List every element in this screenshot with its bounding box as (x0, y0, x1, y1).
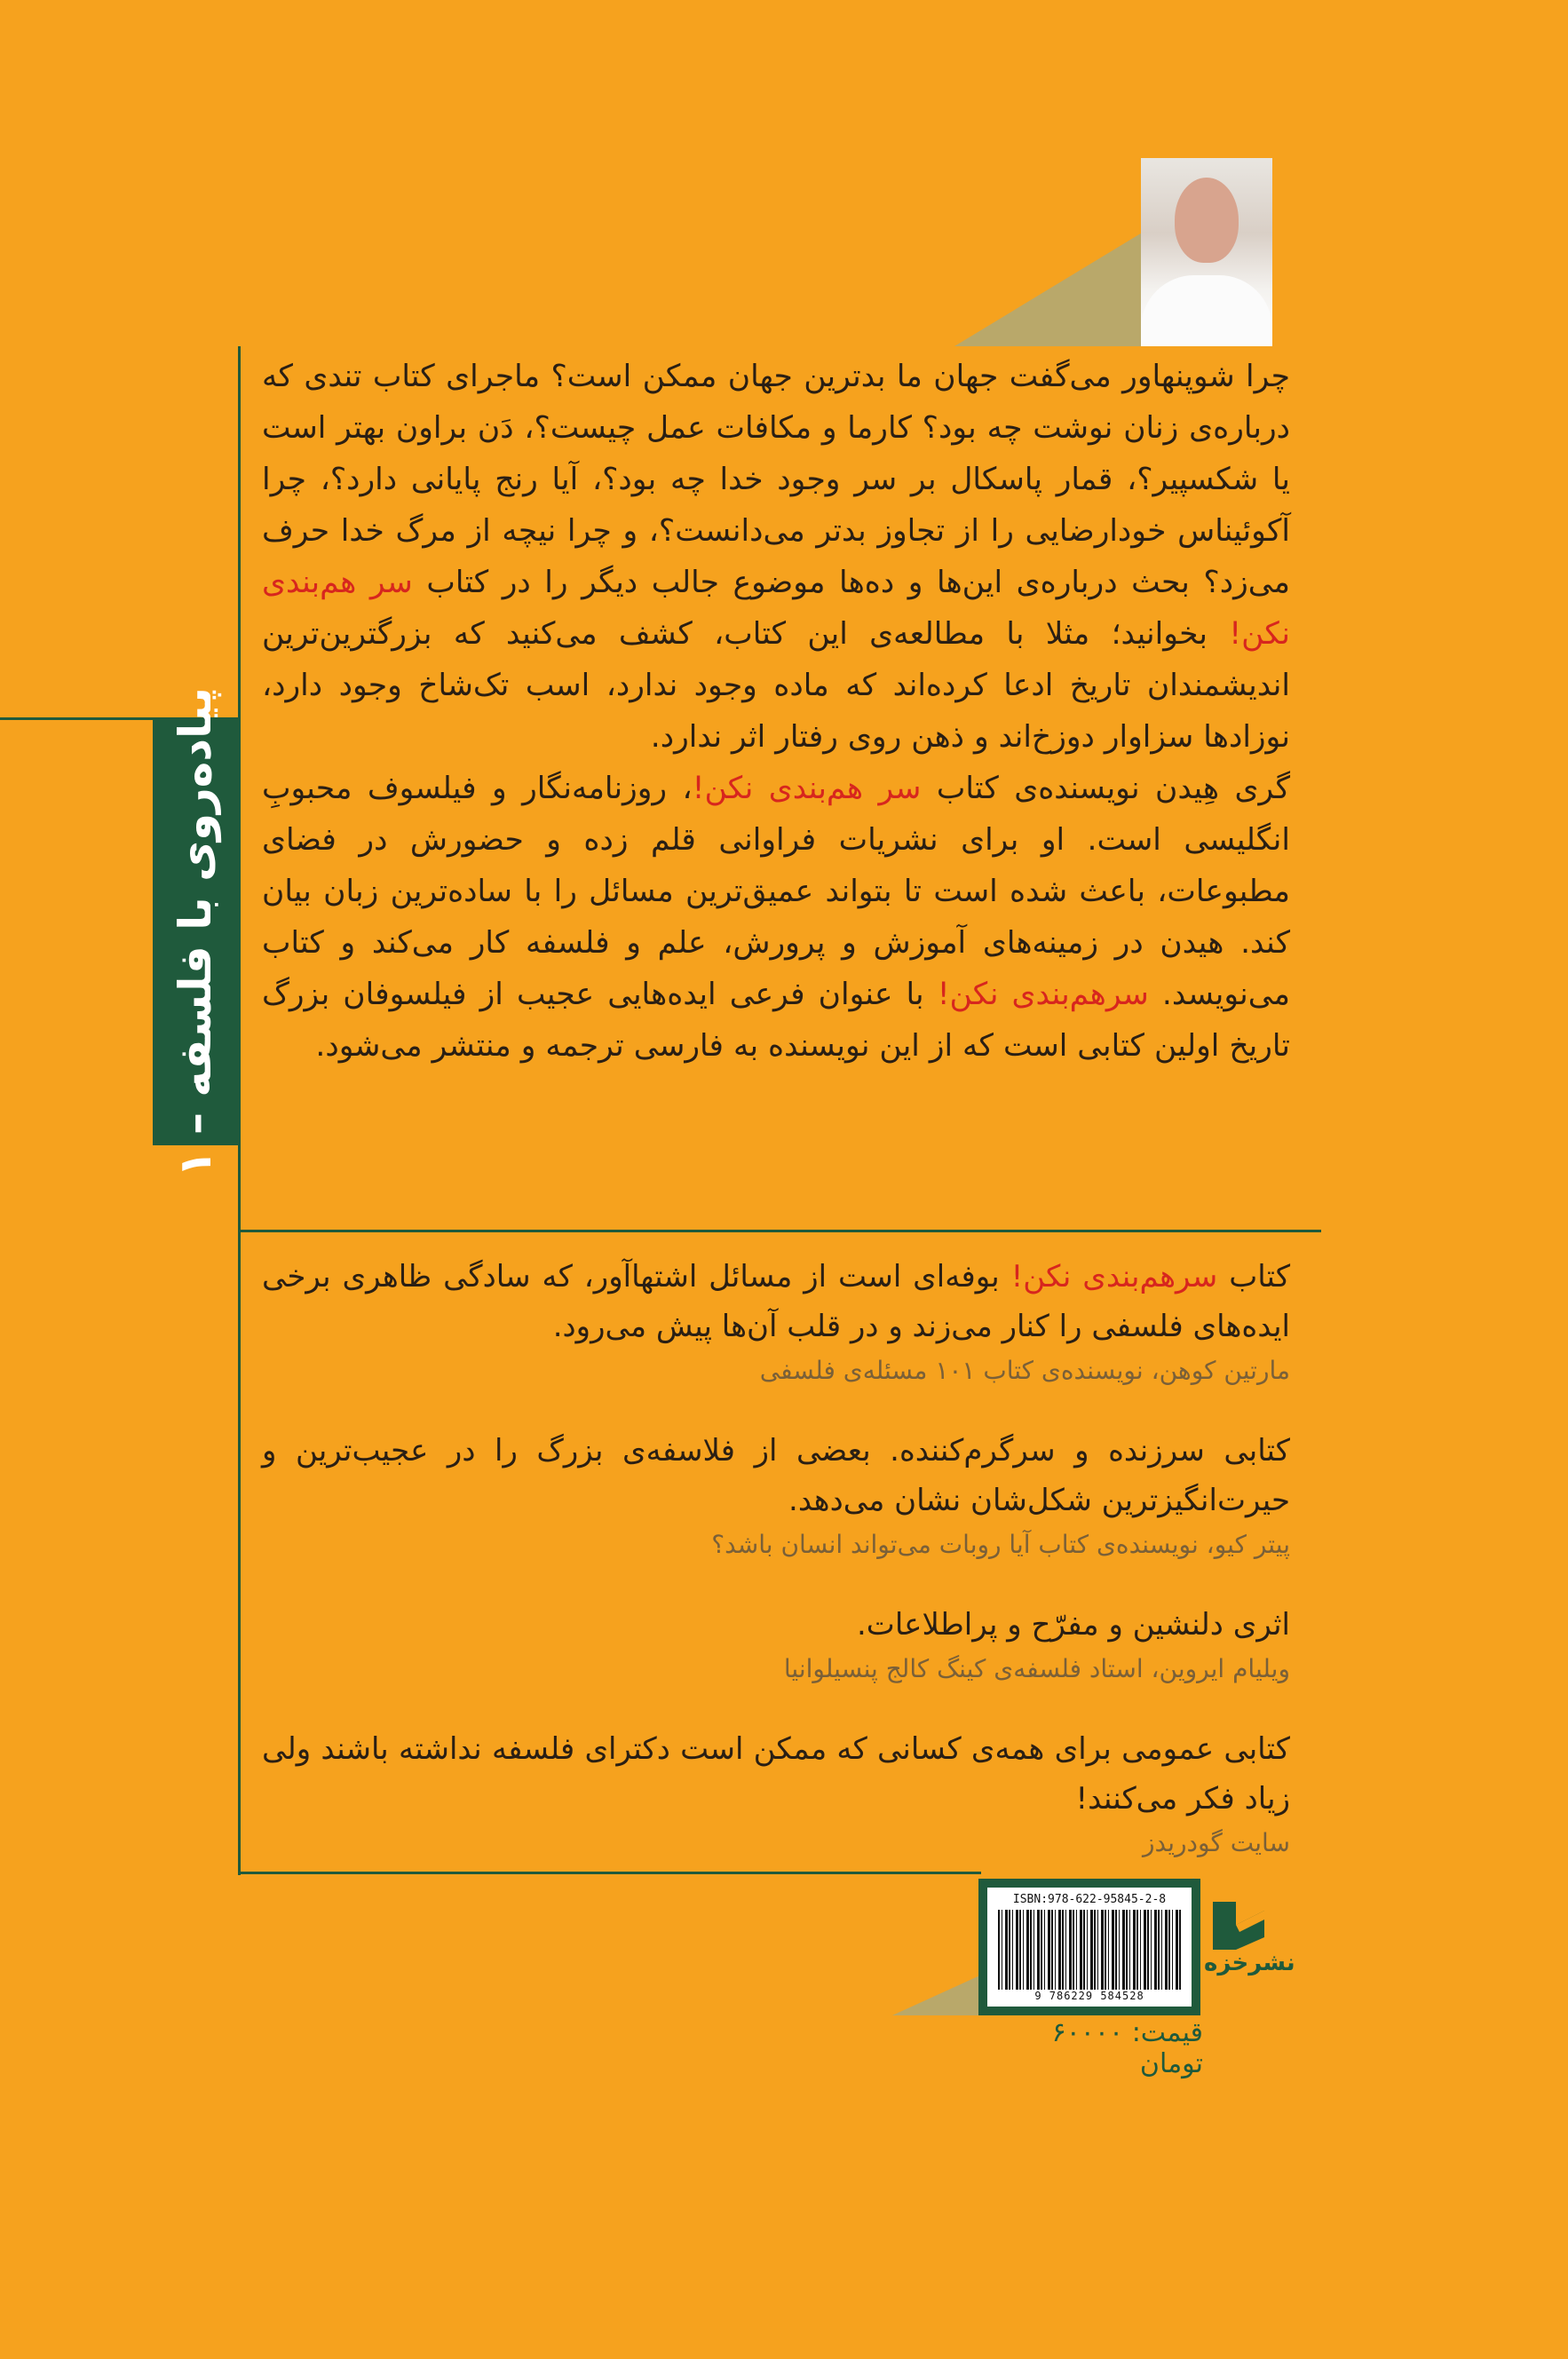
barcode-digits: 9 786229 584528 (1034, 1990, 1144, 2002)
barcode (987, 1888, 1192, 2007)
author-text: ، روزنامه‌نگار و فیلسوف محبوبِ انگلیسی است. او برای نشریات فراوانی قلم زده و حضورش در فضای مطبوعات، باعث شده است تا بتواند عمیق‌ترین مسائل را با ساده‌ترین زبان بیان کند. هیدن در زمینه‌های آموزش و پرورش، علم و فلسفه کار می‌کند و کتاب می‌نویسد. (262, 771, 1290, 1012)
quote-source: ویلیام ایروین، استاد فلسفه‌ی کینگ کالج پنسیلوانیا (783, 1654, 1290, 1683)
review-quote (262, 1426, 1290, 1564)
isbn-text: ISBN:978-622-95845-2-8 (1012, 1893, 1167, 1906)
description-text: چرا شوپنهاور می‌گفت جهان ما بدترین جهان ممکن است؟ ماجرای کتاب تندی که درباره‌ی زنان نوشت چه بود؟ کارما و مکافات عمل چیست؟، دَن براون بهتر است یا شکسپیر؟، قمار پاسکال بر سر وجود خدا چه بود؟، آیا رنج پایانی دارد؟، چرا آکوئیناس خودارضایی را از تجاوز بدتر می‌دانست؟، و چرا نیچه از مرگ خدا حرف می‌زد؟ بحث درباره‌ی این‌ها و ده‌ها موضوع جالب دیگر را در کتاب (262, 359, 1290, 600)
publisher-logo-icon (1209, 1898, 1268, 1953)
book-title-highlight: سر هم‌بندی نکن! (262, 565, 1290, 652)
review-quote (262, 1600, 1290, 1689)
price-label: قیمت: ۶۰۰۰۰ تومان (1051, 2017, 1203, 2079)
description-text: بخوانید؛ مثلا با مطالعه‌ی این کتاب، کشف می‌کنید که بزرگترین‌ترین اندیشمندان تاریخ ادعا کرده‌اند که ماده وجود ندارد، اسب تک‌شاخ وجود دارد، نوزادها سزاوار دوزخ‌اند و ذهن روی رفتار اثر ندارد. (262, 616, 1290, 755)
quote-prefix: کتاب (1229, 1259, 1291, 1294)
description-paragraph-2 (262, 763, 1290, 1072)
series-label (153, 687, 238, 1177)
review-quotes (262, 1252, 1290, 1898)
review-quote (262, 1724, 1290, 1863)
quote-text (262, 1252, 1290, 1351)
review-quote (262, 1252, 1290, 1390)
author-head (1175, 178, 1239, 263)
quote-body: کتابی سرزنده و سرگرم‌کننده. بعضی از فلاسفه‌ی بزرگ را در عجیب‌ترین و حیرت‌انگیزترین شکل‌شان نشان می‌دهد. (262, 1433, 1290, 1518)
quote-body: اثری دلنشین و مفرّح و پراطلاعات. (857, 1607, 1290, 1643)
book-title-highlight: سرهم‌بندی نکن! (1010, 1259, 1218, 1294)
author-photo (1141, 158, 1272, 346)
book-title-highlight: سرهم‌بندی نکن! (937, 977, 1149, 1012)
author-text: با عنوان فرعی ایده‌هایی عجیب از فیلسوفان بزرگ تاریخ اولین کتابی است که از این نویسنده به فارسی ترجمه و منتشر می‌شود. (262, 977, 1290, 1064)
quote-source: مارتین کوهن، نویسنده‌ی کتاب ۱۰۱ مسئله‌ی فلسفی (759, 1356, 1290, 1385)
quote-source: پیتر کیو، نویسنده‌ی کتاب آیا روبات می‌تواند انسان باشد؟ (711, 1530, 1290, 1559)
series-title: پیاده‌روی با فلسفه – ۱ (170, 687, 221, 1177)
barcode-bars (998, 1910, 1181, 1990)
book-title-highlight: سر هم‌بندی نکن! (692, 771, 922, 806)
author-shirt (1141, 275, 1272, 346)
quote-source: سایت گودریدز (1143, 1828, 1290, 1857)
book-description (262, 351, 1290, 1072)
section-divider (238, 1230, 1321, 1232)
publisher-name: نشرخزه (1204, 1950, 1295, 1976)
description-paragraph-1 (262, 351, 1290, 763)
quote-body: بوفه‌ای است از مسائل اشتهاآور، که سادگی ظاهری برخی ایده‌های فلسفی را کنار می‌زند و در قلب آن‌ها پیش می‌رود. (262, 1259, 1290, 1344)
quote-body: کتابی عمومی برای همه‌ی کسانی که ممکن است دکترای فلسفه نداشته باشند ولی زیاد فکر می‌کنند! (262, 1731, 1290, 1817)
barcode-frame (978, 1879, 1200, 2015)
author-text: گری هِیدن نویسنده‌ی کتاب (936, 771, 1290, 806)
